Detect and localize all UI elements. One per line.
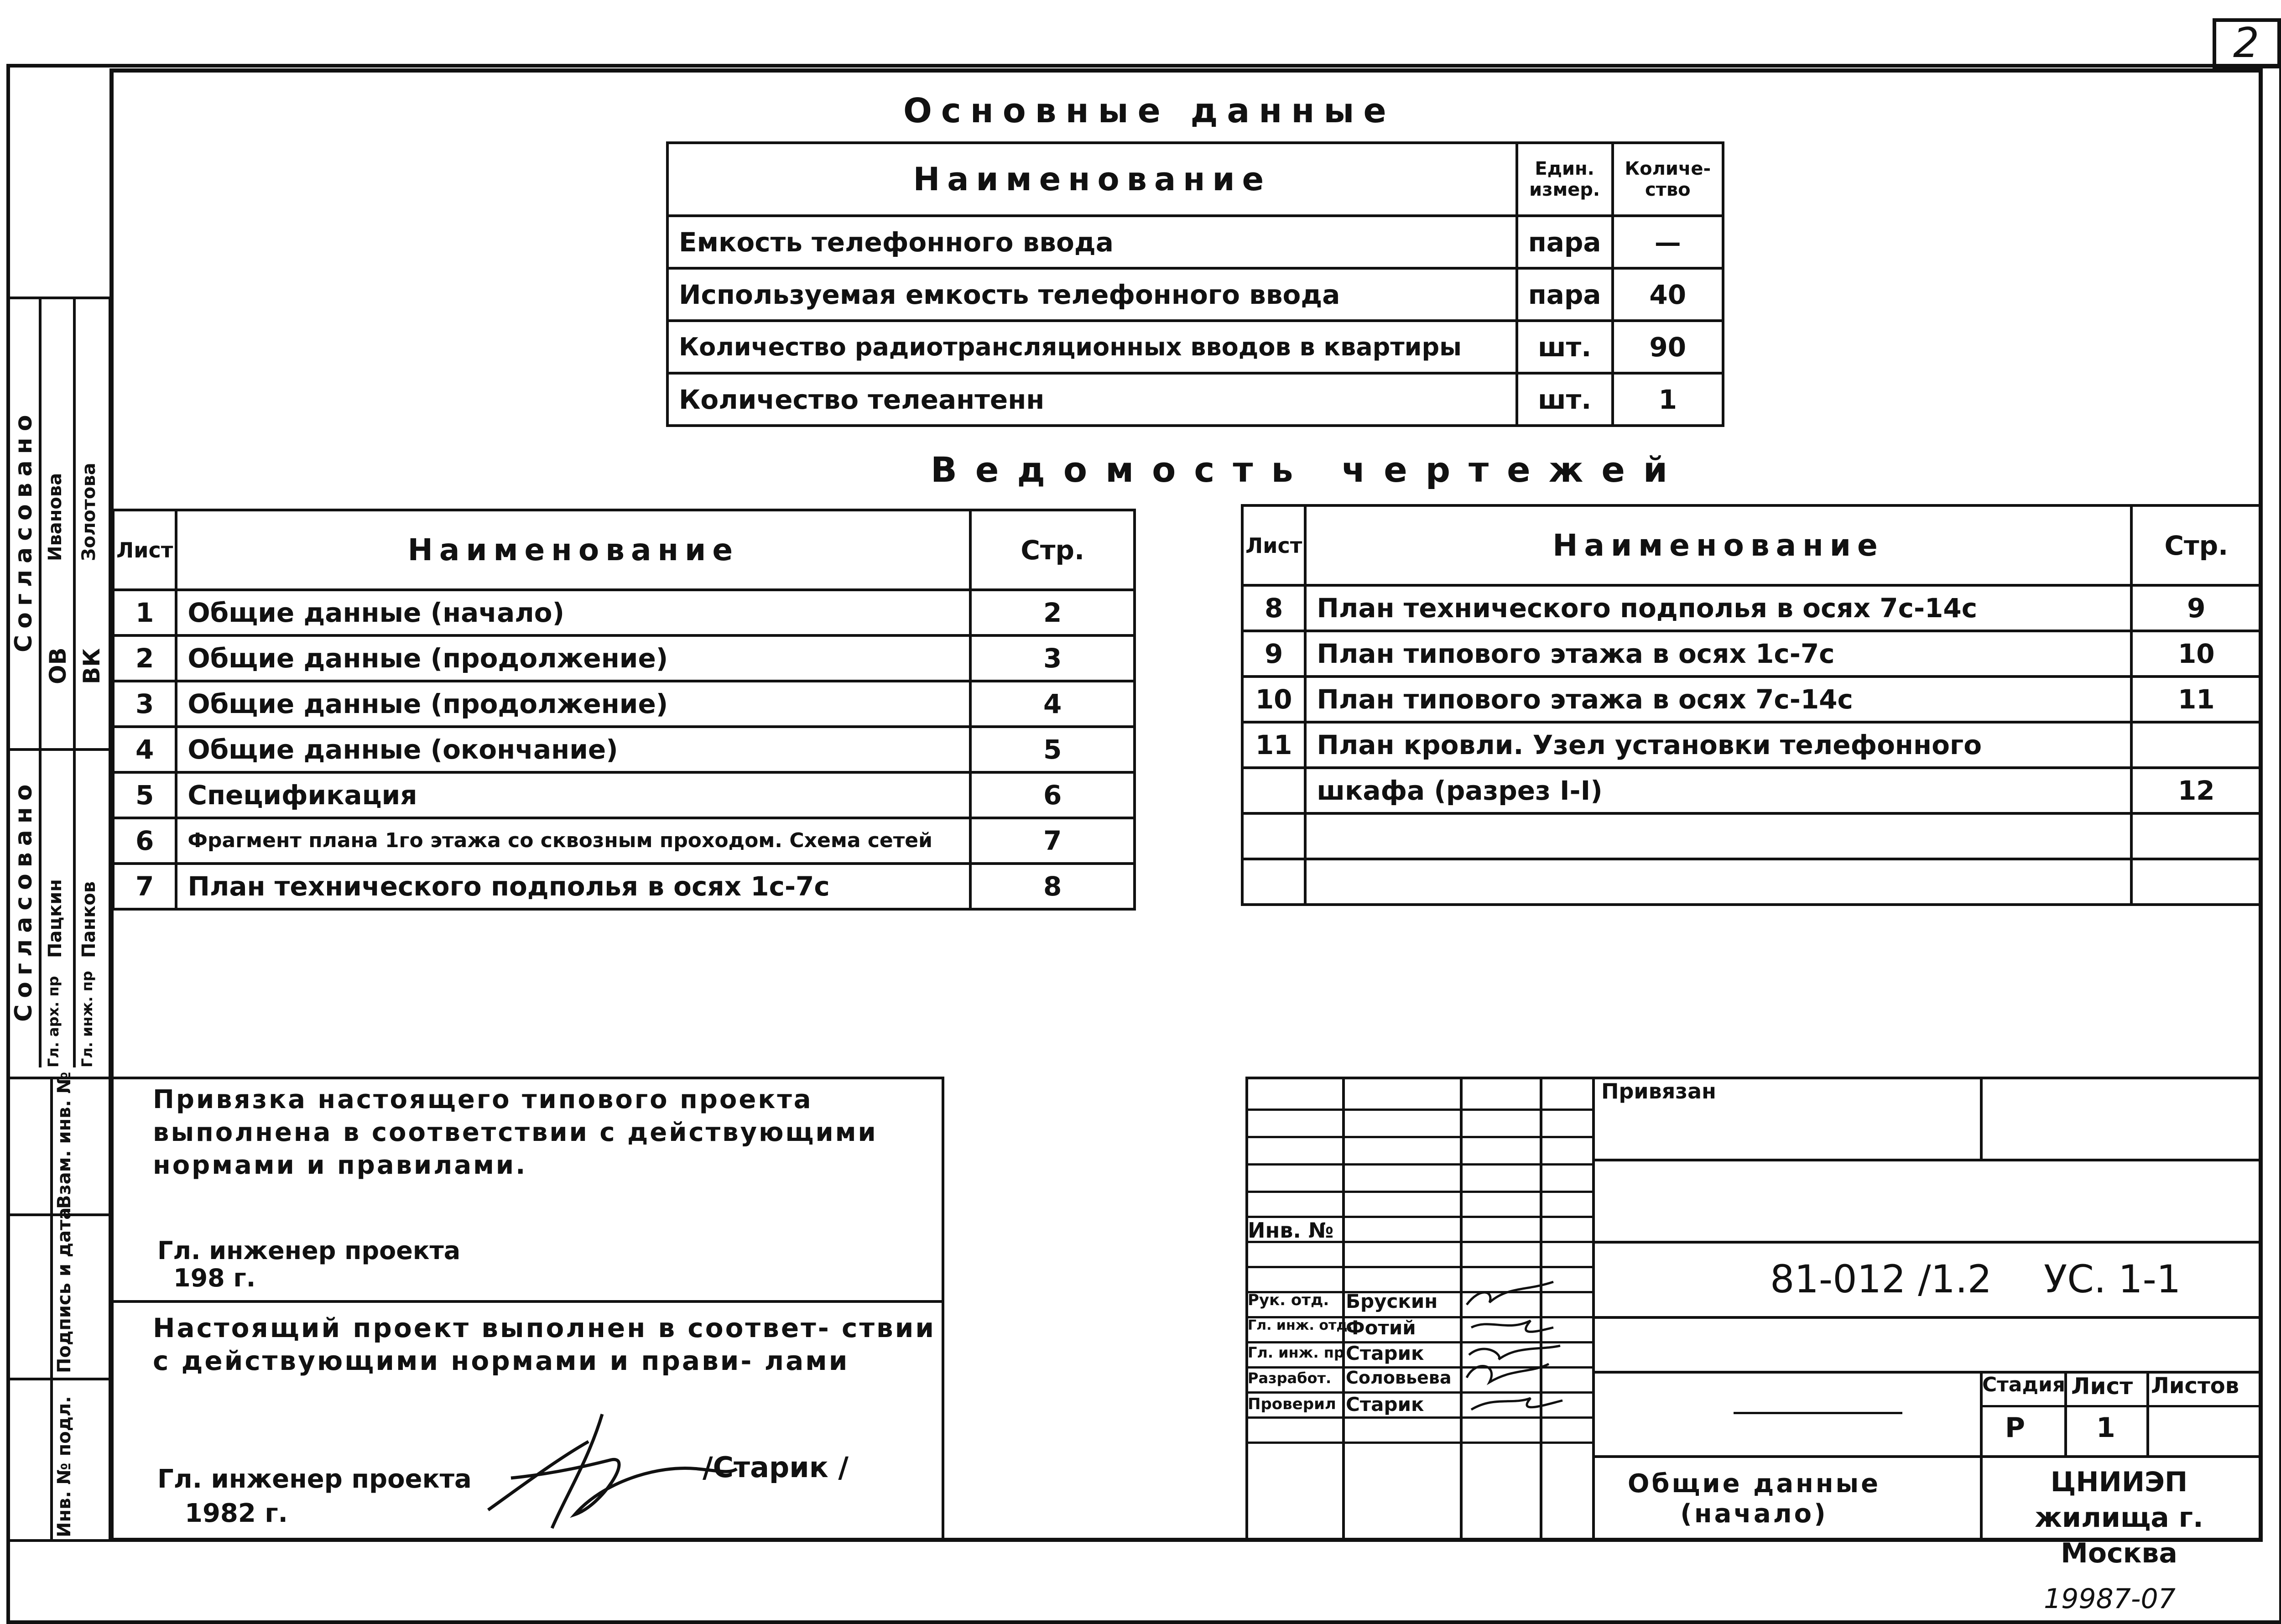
tb-row xyxy=(1245,1136,1592,1138)
approval-strip-div1 xyxy=(6,748,111,751)
person-name: Старик xyxy=(1346,1342,1424,1364)
tb-hline xyxy=(1592,1455,2263,1458)
drawings-table-left xyxy=(112,509,1136,911)
right-row-name: План типового этажа в осях 7с-14с xyxy=(1305,677,2131,722)
person-name: Фотий xyxy=(1346,1317,1416,1339)
role-label: Гл. инж. отд. xyxy=(1248,1317,1353,1333)
chief-engineer-1: Гл. инженер проекта xyxy=(157,1236,461,1265)
right-row-name: План кровли. Узел установки телефонного xyxy=(1305,722,2131,768)
right-row-name: шкафа (разрез I-I) xyxy=(1305,768,2131,813)
tb-row xyxy=(1245,1266,1592,1268)
left-row-name: Фрагмент плана 1го этажа со сквозным проходом. Схема сетей xyxy=(176,818,970,864)
gl-arch-label: Гл. арх. пр xyxy=(45,976,62,1067)
right-row-page xyxy=(2131,813,2261,859)
main-data-row-qty: 40 xyxy=(1613,268,1723,321)
tb-hline xyxy=(1592,1159,2263,1161)
right-row-page: 10 xyxy=(2131,631,2261,677)
approval-strip-col1 xyxy=(39,297,42,1067)
left-row-name: Общие данные (продолжение) xyxy=(176,635,970,681)
right-row-sheet xyxy=(1242,768,1305,813)
tb-hline xyxy=(1592,1316,2263,1319)
zolotova-label: Золотова xyxy=(78,463,99,561)
col-sheet-header: Лист xyxy=(1242,505,1305,585)
main-data-row-unit: пара xyxy=(1517,216,1613,268)
right-row-sheet xyxy=(1242,859,1305,905)
tb-col-main xyxy=(1592,1077,1595,1542)
stage-value: Р xyxy=(2005,1412,2025,1444)
main-data-row-name: Емкость телефонного ввода xyxy=(667,216,1517,268)
person-name: Брускин xyxy=(1346,1290,1438,1312)
left-row-page: 5 xyxy=(970,727,1135,772)
left-row-sheet: 6 xyxy=(113,818,176,864)
main-data-row-name: Используемая емкость телефонного ввода xyxy=(667,268,1517,321)
person-name: Соловьева xyxy=(1346,1368,1452,1388)
pankov-label: Панков xyxy=(78,881,99,958)
left-row-page: 2 xyxy=(970,590,1135,635)
stamp-number: 19987-07 xyxy=(2044,1583,2176,1615)
separator-line xyxy=(1734,1412,1902,1414)
main-data-row-unit: шт. xyxy=(1517,321,1613,373)
sheet-value: 1 xyxy=(2096,1412,2115,1444)
role-label: Рук. отд. xyxy=(1248,1291,1329,1309)
left-row-name: Общие данные (продолжение) xyxy=(176,681,970,727)
ivanova-label: Иванова xyxy=(45,473,66,561)
vzam-label: Взам. инв. № xyxy=(54,1072,75,1209)
tb-row xyxy=(1245,1191,1592,1193)
right-row-name: План технического подполья в осях 7с-14с xyxy=(1305,585,2131,631)
main-data-row-qty: 1 xyxy=(1613,373,1723,426)
person-name: Старик xyxy=(1346,1393,1424,1416)
binding-note-text1: Привязка настоящего типового проекта выполнена в соответствии с действующими нормами и правилами. xyxy=(153,1085,878,1180)
right-row-name xyxy=(1305,813,2131,859)
left-row-page: 3 xyxy=(970,635,1135,681)
binding-note-divider xyxy=(109,1300,944,1303)
main-data-title: Основные данные xyxy=(903,91,1396,130)
right-row-sheet: 10 xyxy=(1242,677,1305,722)
col-name-header: Наименование xyxy=(176,510,970,590)
approval-strip-col3 xyxy=(50,1077,53,1542)
main-data-row-name: Количество радиотрансляционных вводов в квартиры xyxy=(667,321,1517,373)
main-data-unit-header: Един. измер. xyxy=(1517,143,1613,216)
signer-name: /Старик / xyxy=(703,1451,849,1484)
left-row-name: Общие данные (начало) xyxy=(176,590,970,635)
signatures-scribbles xyxy=(1462,1277,1567,1432)
main-data-name-header: Наименование xyxy=(667,143,1517,216)
right-row-page xyxy=(2131,859,2261,905)
left-row-sheet: 2 xyxy=(113,635,176,681)
left-row-name: Спецификация xyxy=(176,772,970,818)
sheets-header: Листов xyxy=(2151,1373,2239,1399)
tb-hline xyxy=(1592,1241,2263,1244)
left-row-sheet: 3 xyxy=(113,681,176,727)
main-data-row-unit: шт. xyxy=(1517,373,1613,426)
right-row-page: 12 xyxy=(2131,768,2261,813)
role-label: Проверил xyxy=(1248,1395,1336,1413)
left-row-sheet: 4 xyxy=(113,727,176,772)
right-row-name xyxy=(1305,859,2131,905)
left-row-page: 6 xyxy=(970,772,1135,818)
left-row-page: 7 xyxy=(970,818,1135,864)
col-name-header: Наименование xyxy=(1305,505,2131,585)
right-row-sheet: 9 xyxy=(1242,631,1305,677)
ov-label: ОВ xyxy=(45,647,71,684)
right-row-sheet xyxy=(1242,813,1305,859)
binding-note-text2: Настоящий проект выполнен в соответ- ствии с действующими нормами и прави- лами xyxy=(153,1312,936,1376)
main-data-table xyxy=(666,141,1724,427)
left-row-name: План технического подполья в осях 1с-7с xyxy=(176,864,970,909)
main-data-row-name: Количество телеантенн xyxy=(667,373,1517,426)
role-label: Разработ. xyxy=(1248,1369,1332,1387)
tb-col-role xyxy=(1342,1077,1345,1542)
col-page-header: Стр. xyxy=(2131,505,2261,585)
tb-row xyxy=(1245,1109,1592,1111)
drawings-table-right xyxy=(1241,504,2263,906)
project-code: 81-012 /1.2 xyxy=(1770,1257,1992,1301)
gl-eng-label: Гл. инж. пр xyxy=(78,971,96,1067)
chief-engineer-signature xyxy=(484,1405,739,1533)
col-page-header: Стр. xyxy=(970,510,1135,590)
main-data-qty-header: Количе- ство xyxy=(1613,143,1723,216)
tb-stage-row xyxy=(1980,1405,2263,1407)
left-row-page: 8 xyxy=(970,864,1135,909)
doc-code: УС. 1-1 xyxy=(2044,1257,2181,1301)
right-row-sheet: 11 xyxy=(1242,722,1305,768)
main-data-row-unit: пара xyxy=(1517,268,1613,321)
left-row-sheet: 1 xyxy=(113,590,176,635)
stage-header: Стадия xyxy=(1982,1373,2066,1396)
sheet-title: Общие данные (начало) xyxy=(1627,1469,1881,1529)
tb-bound-divider xyxy=(1980,1077,1983,1159)
right-row-name: План типового этажа в осях 1с-7с xyxy=(1305,631,2131,677)
right-row-page xyxy=(2131,722,2261,768)
chief-engineer-2: Гл. инженер проекта xyxy=(157,1464,472,1494)
tb-sheets-col xyxy=(2146,1371,2149,1455)
organization: ЦНИИЭП жилища г. Москва xyxy=(2035,1466,2203,1569)
tb-row xyxy=(1245,1163,1592,1166)
left-row-sheet: 5 xyxy=(113,772,176,818)
sheet-number: 2 xyxy=(2233,19,2260,67)
inv-orig-label: Инв. № подл. xyxy=(54,1396,75,1537)
patskin-label: Пацкин xyxy=(45,879,66,958)
drawings-list-title: Ведомость чертежей xyxy=(931,449,1686,490)
right-row-page: 9 xyxy=(2131,585,2261,631)
right-row-sheet: 8 xyxy=(1242,585,1305,631)
role-label: Гл. инж. пр xyxy=(1248,1344,1344,1361)
left-row-sheet: 7 xyxy=(113,864,176,909)
sign-date-label: Подпись и дата xyxy=(54,1207,75,1373)
bound-label: Привязан xyxy=(1601,1079,1716,1103)
year-2: 1982 г. xyxy=(185,1499,288,1528)
main-data-row-qty: 90 xyxy=(1613,321,1723,373)
vk-label: ВК xyxy=(78,648,105,684)
tb-row xyxy=(1245,1442,1592,1444)
year-1: 198 г. xyxy=(173,1264,256,1292)
left-row-name: Общие данные (окончание) xyxy=(176,727,970,772)
approval-strip-col2 xyxy=(73,297,76,1067)
agreed-bottom: Согласовано xyxy=(10,778,37,1022)
col-sheet-header: Лист xyxy=(113,510,176,590)
main-data-row-qty: — xyxy=(1613,216,1723,268)
right-row-page: 11 xyxy=(2131,677,2261,722)
left-row-page: 4 xyxy=(970,681,1135,727)
approval-strip-div4 xyxy=(6,1378,111,1380)
sheet-header: Лист xyxy=(2071,1373,2133,1400)
agreed-top: Согласовано xyxy=(10,408,37,652)
inv-label: Инв. № xyxy=(1248,1218,1334,1243)
